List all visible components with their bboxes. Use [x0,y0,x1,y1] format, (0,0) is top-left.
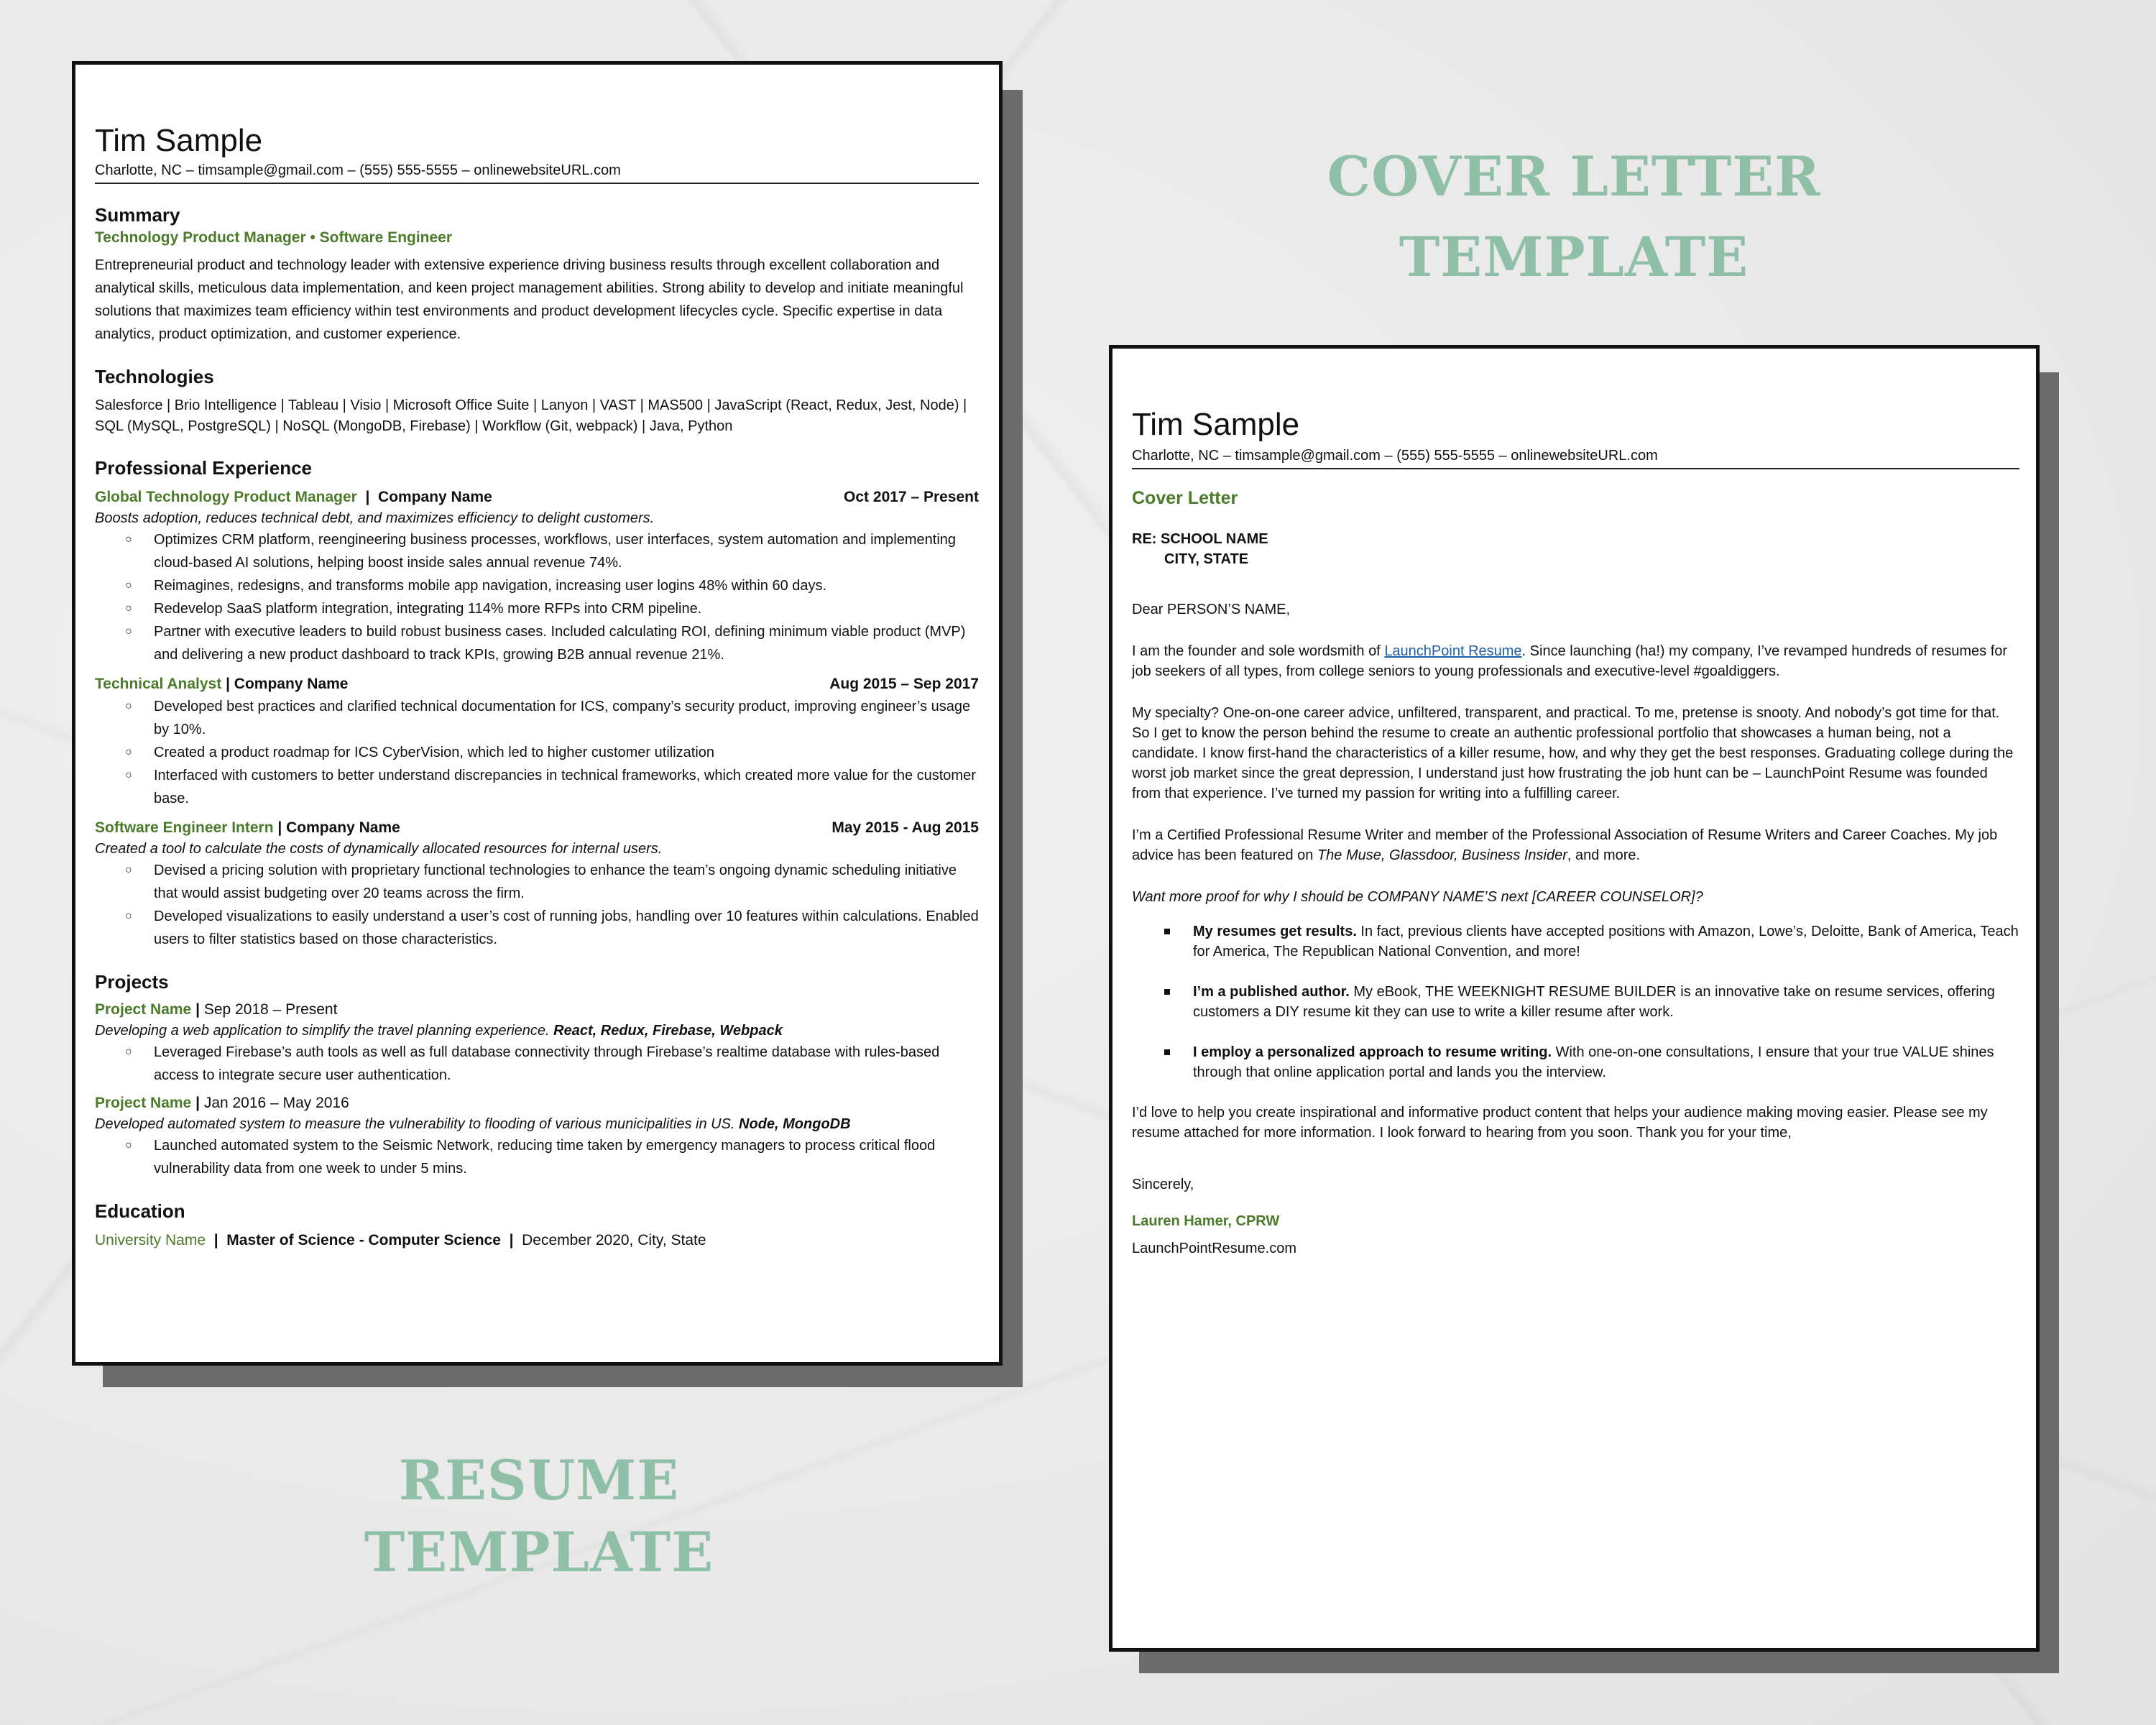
job-dates: Aug 2015 – Sep 2017 [829,676,979,692]
job-company: Company Name [286,819,400,836]
education-school: University Name [95,1232,206,1248]
job-bullet: ○ Optimizes CRM platform, reengineering business processes, workflows, user interfaces, system automation and implementing cloud-based AI solutions, helping boost inside sales annual revenue 74%. [125,528,979,574]
credentials-publications: The Muse, Glassdoor, Business Insider [1317,847,1567,863]
bullet-bold: I’m a published author. [1193,984,1350,1000]
greeting: Dear PERSON’S NAME, [1132,602,1291,617]
re-block [1132,529,2019,569]
cover-letter-label [1265,137,1883,298]
cover-bullet [1164,1042,2019,1082]
summary-subtitle: Technology Product Manager • Software Engineer [95,229,453,246]
job-company: Company Name [378,489,492,505]
cover-title: Cover Letter [1132,488,1238,508]
bullet-text: In fact, previous clients have accepted positions with Amazon, Lowe’s, Deloitte, Bank of America, Teach for America, The Republican National Convention, and more! [1193,924,2019,960]
job-entry [95,487,979,666]
job-bullet: ○ Developed best practices and clarified technical documentation for ICS, company’s security product, improving engineer’s usage by 10%. [125,695,979,741]
job-bullet: ○ Partner with executive leaders to build robust business cases. Included calculating ROI, defining minimum viable product (MVP) and delivering a new product dashboard to track KPIs, growing B2B annual revenue 21%. [125,620,979,666]
bullet-bold: I employ a personalized approach to resume writing. [1193,1044,1552,1060]
bullet-text: With one-on-one consultations, I ensure that your true VALUE shines through that online application portal and lands you the interview. [1193,1044,1994,1080]
project-header: Project Name | Sep 2018 – Present [95,1001,338,1018]
job-bullets [95,695,979,810]
bullet-bold: My resumes get results. [1193,924,1357,939]
credentials-text: I’m a Certified Professional Resume Writer and member of the Professional Association of Resume Writers and Career Coaches. My job advice has been featured on [1132,827,1998,863]
project-desc: Developed automated system to measure the vulnerability to flooding of various municipalities in US. [95,1116,735,1132]
job-title: Technical Analyst [95,676,222,692]
intro-text-cont: . Since launching (ha!) my company, I’ve revamped hundreds of resumes for job seekers of all types, from college seniors to young professionals and executive-level #goaldiggers. [1132,643,2008,679]
resume-page [72,61,1003,1366]
project-stack: React, Redux, Firebase, Webpack [553,1023,783,1039]
summary-text: Entrepreneurial product and technology leader with extensive experience driving business results through excellent collaboration and analytical skills, meticulous data implementation, and keen project management abilities. Strong ability to develop and initiate meaningful solutions that maximizes team efficiency within test environments and product development lifecycles cycle. Specific expertise in data analytics, product optimization, and customer experience. [95,257,964,342]
project-bullets [95,1134,979,1180]
signer-name: Lauren Hamer, CPRW [1132,1213,1280,1229]
project-bullets [95,1041,979,1087]
re-location: CITY, STATE [1164,551,1249,567]
projects-heading: Projects [95,971,169,993]
job-bullet: ○ Created a product roadmap for ICS CyberVision, which led to higher customer utilization [125,741,979,764]
paragraph-credentials [1132,825,2019,865]
job-dates: Oct 2017 – Present [844,489,979,505]
project-header: Project Name | Jan 2016 – May 2016 [95,1095,349,1111]
job-bullet: ○ Redevelop SaaS platform integration, integrating 114% more RFPs into CRM pipeline. [125,597,979,620]
cover-bullet [1164,921,2019,962]
paragraph-specialty: My specialty? One-on-one career advice, unfiltered, transparent, and practical. To me, pretense is snooty. And nobody’s got time for that. So I get to know the person behind the resume to create an authentic professional portfolio that showcases a human being, not a candidate. I know first-hand the characteristics of a killer resume, how, and why they get the best responses. Graduating college during the worst job market since the great depression, I understand just how frustrating the job hunt can be – LaunchPoint Resume was founded from that experience. I’ve turned my passion for writing into a fulfilling career. [1132,705,2014,801]
job-title: Software Engineer Intern [95,819,274,836]
signer-site: LaunchPointResume.com [1132,1241,1297,1256]
job-entry [95,817,979,951]
education-date: December 2020, City, State [522,1232,706,1248]
technologies-heading: Technologies [95,366,214,387]
project-name: Project Name [95,1001,192,1018]
cover-content [1132,406,2019,1259]
job-bullet: ○ Devised a pricing solution with proprietary functional technologies to enhance the team’s ongoing dynamic scheduling initiative that would assist budgeting over 20 teams across the firm. [125,859,979,905]
job-title: Global Technology Product Manager [95,489,357,505]
cover-name: Tim Sample [1132,407,1300,442]
cover-contact: Charlotte, NC – timsample@gmail.com – (555) 555-5555 – onlinewebsiteURL.com [1132,446,2019,469]
launchpoint-link[interactable]: LaunchPoint Resume [1384,643,1522,659]
bullet-text: My eBook, THE WEEKNIGHT RESUME BUILDER is an innovative take on resume services, offering customers a DIY resume kit they can use to write a killer resume after work. [1193,984,1995,1020]
cover-label-line2: TEMPLATE [1399,225,1749,289]
paragraph-intro [1132,641,2019,681]
education-degree: Master of Science - Computer Science [226,1232,501,1248]
intro-text: I am the founder and sole wordsmith of [1132,643,1385,659]
project-stack: Node, MongoDB [739,1116,851,1132]
resume-contact: Charlotte, NC – timsample@gmail.com – (555) 555-5555 – onlinewebsiteURL.com [95,161,979,184]
resume-name: Tim Sample [95,123,263,158]
job-tagline: Boosts adoption, reduces technical debt, and maximizes efficiency to delight customers. [95,510,655,526]
job-bullet: ○ Reimagines, redesigns, and transforms mobile app navigation, increasing user logins 48% within 60 days. [125,574,979,597]
education-line: University Name | Master of Science - Computer Science | December 2020, City, State [95,1232,706,1248]
experience-heading: Professional Experience [95,457,313,479]
project-desc: Developing a web application to simplify the travel planning experience. [95,1023,550,1039]
project-bullet: ○ Launched automated system to the Seismic Network, reducing time taken by emergency managers to process critical flood vulnerability data from one week to under 5 mins. [125,1134,979,1180]
job-bullets [95,528,979,666]
sincerely: Sincerely, [1132,1177,1194,1192]
project-dates: Sep 2018 – Present [203,1001,338,1018]
technologies-text: Salesforce | Brio Intelligence | Tableau | Visio | Microsoft Office Suite | Lanyon | VAST | MAS500 | JavaScript (React, Redux, Jest, Node) | SQL (MySQL, PostgreSQL) | NoSQL (MongoDB, Firebase) | Workflow (Git, webpack) | Java, Python [95,397,967,434]
project-name: Project Name [95,1095,192,1111]
resume-content [95,122,979,1251]
job-header: Global Technology Product Manager | Company Name Oct 2017 – Present [95,487,979,508]
project-bullet: ○ Leveraged Firebase’s auth tools as well as full database connectivity through Firebase’s realtime database with rules-based access to integrate secure user authentication. [125,1041,979,1087]
cover-label-line1: COVER LETTER [1327,144,1821,208]
credentials-text-end: , and more. [1567,847,1641,863]
closing-paragraph: I’d love to help you create inspirational and informative product content that helps your audience making moving easier. Please see my resume attached for more information. I look forward to hearing from you soon. Thank you for your time, [1132,1105,1988,1141]
project-entry [95,999,979,1087]
cover-bullets [1132,921,2019,1082]
job-bullet: ○ Developed visualizations to easily understand a user’s cost of running jobs, handling over 10 features within calculations. Enabled users to filter statistics based on those characteristics. [125,905,979,951]
job-tagline: Created a tool to calculate the costs of dynamically allocated resources for internal users. [95,841,663,857]
project-dates: Jan 2016 – May 2016 [203,1095,349,1111]
job-entry [95,673,979,810]
proof-line: Want more proof for why I should be COMPANY NAME’S next [CAREER COUNSELOR]? [1132,889,1703,905]
project-entry [95,1092,979,1180]
education-heading: Education [95,1200,185,1222]
resume-template-label: RESUME TEMPLATE [364,1448,714,1584]
job-company: Company Name [234,676,349,692]
re-line: RE: SCHOOL NAME [1132,531,1268,547]
cover-letter-page [1109,345,2040,1652]
job-header: Technical Analyst | Company Name Aug 2015 – Sep 2017 [95,673,979,695]
cover-bullet [1164,982,2019,1022]
project-desc-line [95,1021,979,1041]
summary-heading: Summary [95,204,180,226]
job-bullets [95,859,979,951]
job-bullet: ○ Interfaced with customers to better understand discrepancies in technical frameworks, which created more value for the customer base. [125,764,979,810]
project-desc-line [95,1114,979,1134]
job-dates: May 2015 - Aug 2015 [831,819,979,836]
job-header: Software Engineer Intern | Company Name May 2015 - Aug 2015 [95,817,979,839]
